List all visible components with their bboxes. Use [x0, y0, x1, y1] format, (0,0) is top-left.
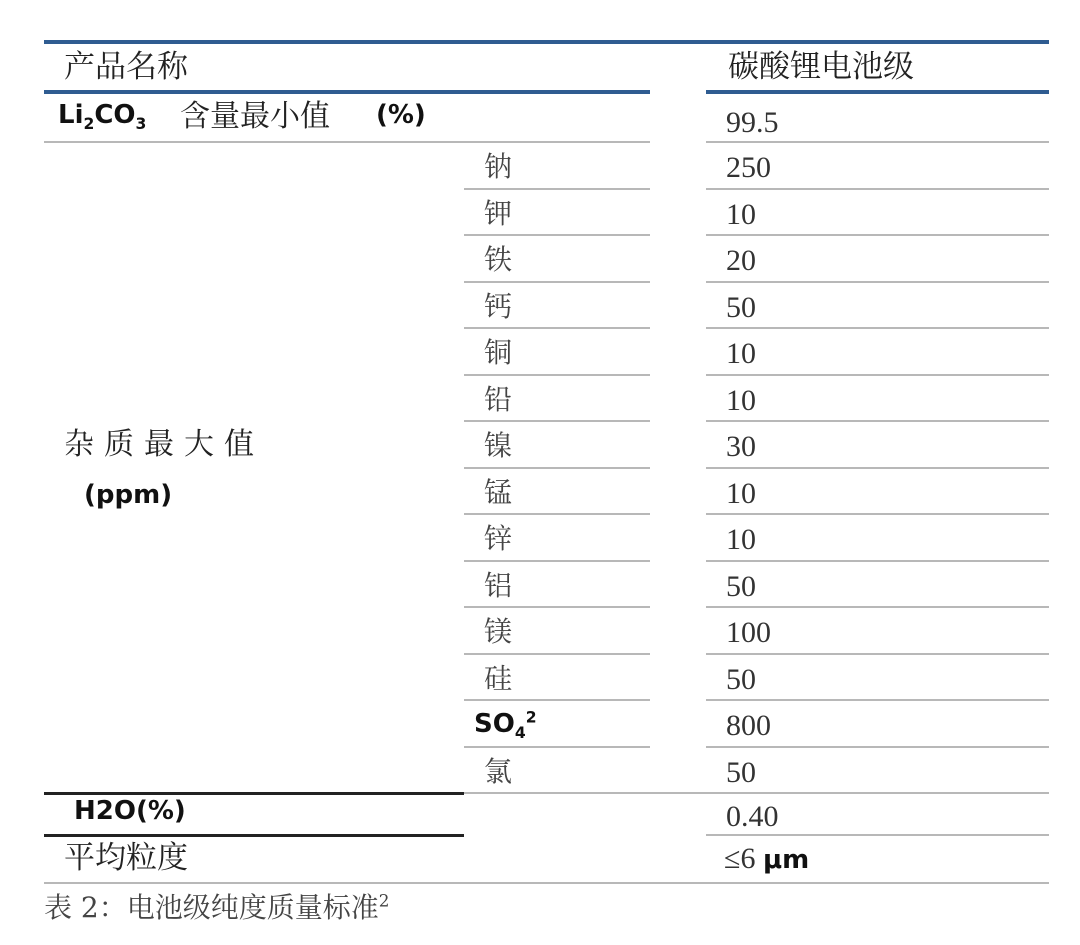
row-rule [464, 420, 650, 422]
impurity-element: 钙 [484, 289, 513, 323]
impurity-value: 50 [726, 290, 756, 324]
row-rule [706, 420, 1049, 422]
impurity-element: 镍 [484, 429, 513, 462]
row-rule [464, 374, 650, 376]
row-rule [706, 513, 1049, 515]
impurity-value: 50 [726, 755, 756, 789]
impurity-value: 250 [726, 151, 771, 184]
row-rule [464, 746, 650, 748]
impurity-element: 锰 [484, 475, 513, 509]
water-top-rule-right [464, 792, 1049, 794]
product-name-header: 产品名称 [64, 49, 188, 85]
impurity-value: 50 [726, 662, 756, 696]
impurity-element: 镁 [484, 615, 513, 648]
row-rule [706, 234, 1049, 236]
particle-value: ≤6 μm [724, 842, 810, 875]
impurity-element: 铅 [484, 382, 513, 416]
impurity-value: 20 [726, 244, 756, 277]
impurity-element: $SO_4^2$ [474, 708, 537, 743]
row-rule [464, 699, 650, 701]
row-rule [44, 141, 650, 143]
water-value: 0.40 [726, 800, 779, 833]
row-rule [464, 188, 650, 190]
impurity-element: 铜 [484, 336, 513, 369]
impurity-element: 铝 [484, 568, 513, 602]
header-bottom-rule-left [44, 90, 650, 94]
row-rule [464, 513, 650, 515]
header-bottom-rule-right [706, 90, 1049, 94]
header-top-rule [44, 40, 1049, 44]
impurity-value: 10 [726, 197, 756, 231]
row-rule [706, 653, 1049, 655]
content-min-label: 含量最小值 [180, 99, 330, 134]
row-rule [464, 327, 650, 329]
particle-label: 平均粒度 [64, 840, 188, 876]
row-rule [706, 327, 1049, 329]
impurity-value: 100 [726, 616, 771, 649]
impurity-element: 钾 [484, 196, 513, 230]
particle-top-rule-right [706, 834, 1049, 836]
row-rule [464, 560, 650, 562]
content-min-value: 99.5 [726, 106, 779, 139]
row-rule [706, 560, 1049, 562]
impurity-value: 10 [726, 476, 756, 510]
table-bottom-rule [44, 882, 1049, 884]
row-rule [464, 653, 650, 655]
impurity-element: 氯 [484, 754, 513, 788]
content-min-unit: (%) [376, 100, 426, 130]
row-rule [706, 281, 1049, 283]
impurity-group-label: 杂质最大值 [64, 427, 264, 462]
row-rule [706, 467, 1049, 469]
row-rule [464, 606, 650, 608]
row-rule [706, 606, 1049, 608]
grade-header: 碳酸锂电池级 [728, 49, 914, 85]
row-rule [706, 188, 1049, 190]
impurity-value: 800 [726, 709, 771, 742]
row-rule [464, 234, 650, 236]
impurity-element: 铁 [484, 243, 513, 276]
impurity-value: 10 [726, 383, 756, 417]
impurity-value: 50 [726, 569, 756, 603]
row-rule [706, 141, 1049, 143]
impurity-element: 钠 [484, 150, 513, 183]
impurity-element: 锌 [484, 522, 513, 555]
water-label: H2O(%) [74, 796, 186, 826]
table-caption: 表 2：电池级纯度质量标准$^2$ [44, 890, 390, 924]
impurity-element: 硅 [484, 661, 513, 695]
row-rule [706, 699, 1049, 701]
water-top-rule-left [44, 792, 464, 795]
impurity-value: 10 [726, 523, 756, 556]
impurity-group-unit: (ppm) [84, 480, 173, 510]
row-rule [464, 467, 650, 469]
row-rule [706, 374, 1049, 376]
impurity-value: 10 [726, 337, 756, 370]
row-rule [464, 281, 650, 283]
li2co3-formula: $Li_2CO_3$ [58, 100, 147, 134]
impurity-value: 30 [726, 430, 756, 463]
particle-top-rule-left [44, 834, 464, 837]
row-rule [706, 746, 1049, 748]
